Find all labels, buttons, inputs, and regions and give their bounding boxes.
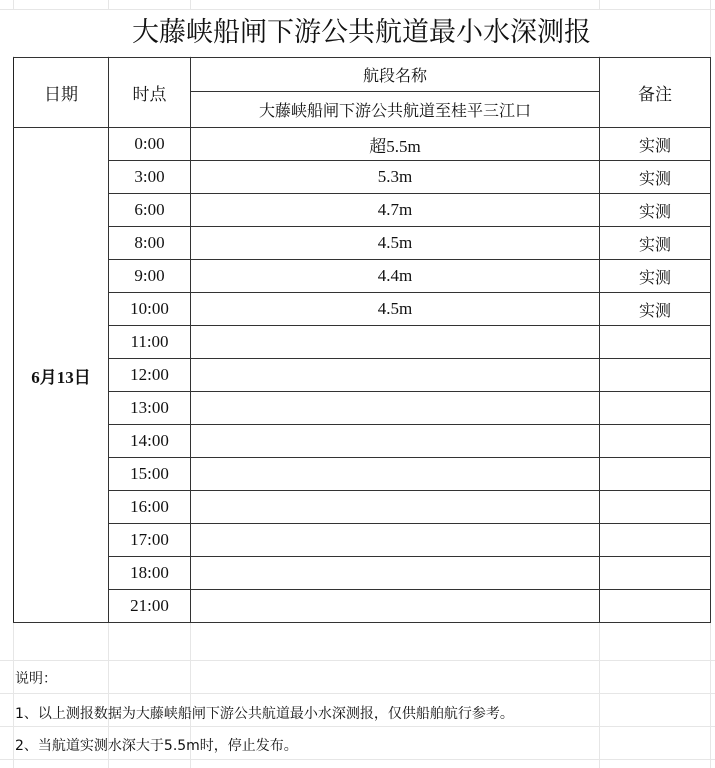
time-cell: 6:00 (109, 194, 191, 227)
remark-cell: 实测 (600, 293, 711, 326)
depth-cell: 4.5m (191, 227, 600, 260)
remark-cell (600, 491, 711, 524)
time-cell: 15:00 (109, 458, 191, 491)
table-row (14, 128, 711, 161)
header-date: 日期 (14, 58, 109, 128)
depth-cell (191, 491, 600, 524)
header-section-name: 航段名称 (191, 58, 600, 92)
table-row (14, 458, 711, 491)
depth-cell: 4.4m (191, 260, 600, 293)
remark-cell (600, 326, 711, 359)
time-cell: 14:00 (109, 425, 191, 458)
depth-cell (191, 425, 600, 458)
time-cell: 10:00 (109, 293, 191, 326)
time-cell: 18:00 (109, 557, 191, 590)
table-row (14, 161, 711, 194)
remark-cell (600, 524, 711, 557)
sheet-gridline (0, 693, 715, 694)
depth-cell: 4.7m (191, 194, 600, 227)
time-cell: 3:00 (109, 161, 191, 194)
depth-cell (191, 524, 600, 557)
note-item: 1、以上测报数据为大藤峡船闸下游公共航道最小水深测报，仅供船舶航行参考。 (15, 706, 514, 722)
table-row (14, 326, 711, 359)
report-title: 大藤峡船闸下游公共航道最小水深测报 (13, 10, 710, 56)
depth-cell (191, 458, 600, 491)
table-row (14, 359, 711, 392)
remark-cell: 实测 (600, 128, 711, 161)
depth-report-table (13, 57, 711, 623)
remark-cell: 实测 (600, 161, 711, 194)
remark-cell (600, 425, 711, 458)
header-remarks: 备注 (600, 58, 711, 128)
depth-cell (191, 392, 600, 425)
time-cell: 16:00 (109, 491, 191, 524)
table-row (14, 425, 711, 458)
time-cell: 9:00 (109, 260, 191, 293)
table-row (14, 194, 711, 227)
sheet-gridline (0, 759, 715, 760)
note-item: 2、当航道实测水深大于5.5m时，停止发布。 (15, 738, 298, 754)
remark-cell (600, 458, 711, 491)
table-row (14, 293, 711, 326)
remark-cell: 实测 (600, 260, 711, 293)
depth-cell (191, 326, 600, 359)
depth-cell: 5.3m (191, 161, 600, 194)
time-cell: 21:00 (109, 590, 191, 623)
remark-cell (600, 359, 711, 392)
depth-cell: 超5.5m (191, 128, 600, 161)
sheet-gridline (0, 726, 715, 727)
depth-cell (191, 557, 600, 590)
table-row (14, 491, 711, 524)
remark-cell (600, 392, 711, 425)
time-cell: 0:00 (109, 128, 191, 161)
header-time: 时点 (109, 58, 191, 128)
sheet-gridline (0, 660, 715, 661)
time-cell: 17:00 (109, 524, 191, 557)
notes-heading: 说明： (15, 671, 57, 687)
remark-cell (600, 557, 711, 590)
header-section: 大藤峡船闸下游公共航道至桂平三江口 (191, 92, 600, 128)
depth-cell: 4.5m (191, 293, 600, 326)
remark-cell: 实测 (600, 227, 711, 260)
date-cell: 6月13日 (14, 128, 109, 623)
time-cell: 11:00 (109, 326, 191, 359)
table-row (14, 590, 711, 623)
time-cell: 8:00 (109, 227, 191, 260)
remark-cell: 实测 (600, 194, 711, 227)
table-row (14, 260, 711, 293)
table-row (14, 392, 711, 425)
depth-cell (191, 359, 600, 392)
time-cell: 13:00 (109, 392, 191, 425)
time-cell: 12:00 (109, 359, 191, 392)
remark-cell (600, 590, 711, 623)
table-row (14, 557, 711, 590)
table-row (14, 524, 711, 557)
table-row (14, 227, 711, 260)
depth-cell (191, 590, 600, 623)
